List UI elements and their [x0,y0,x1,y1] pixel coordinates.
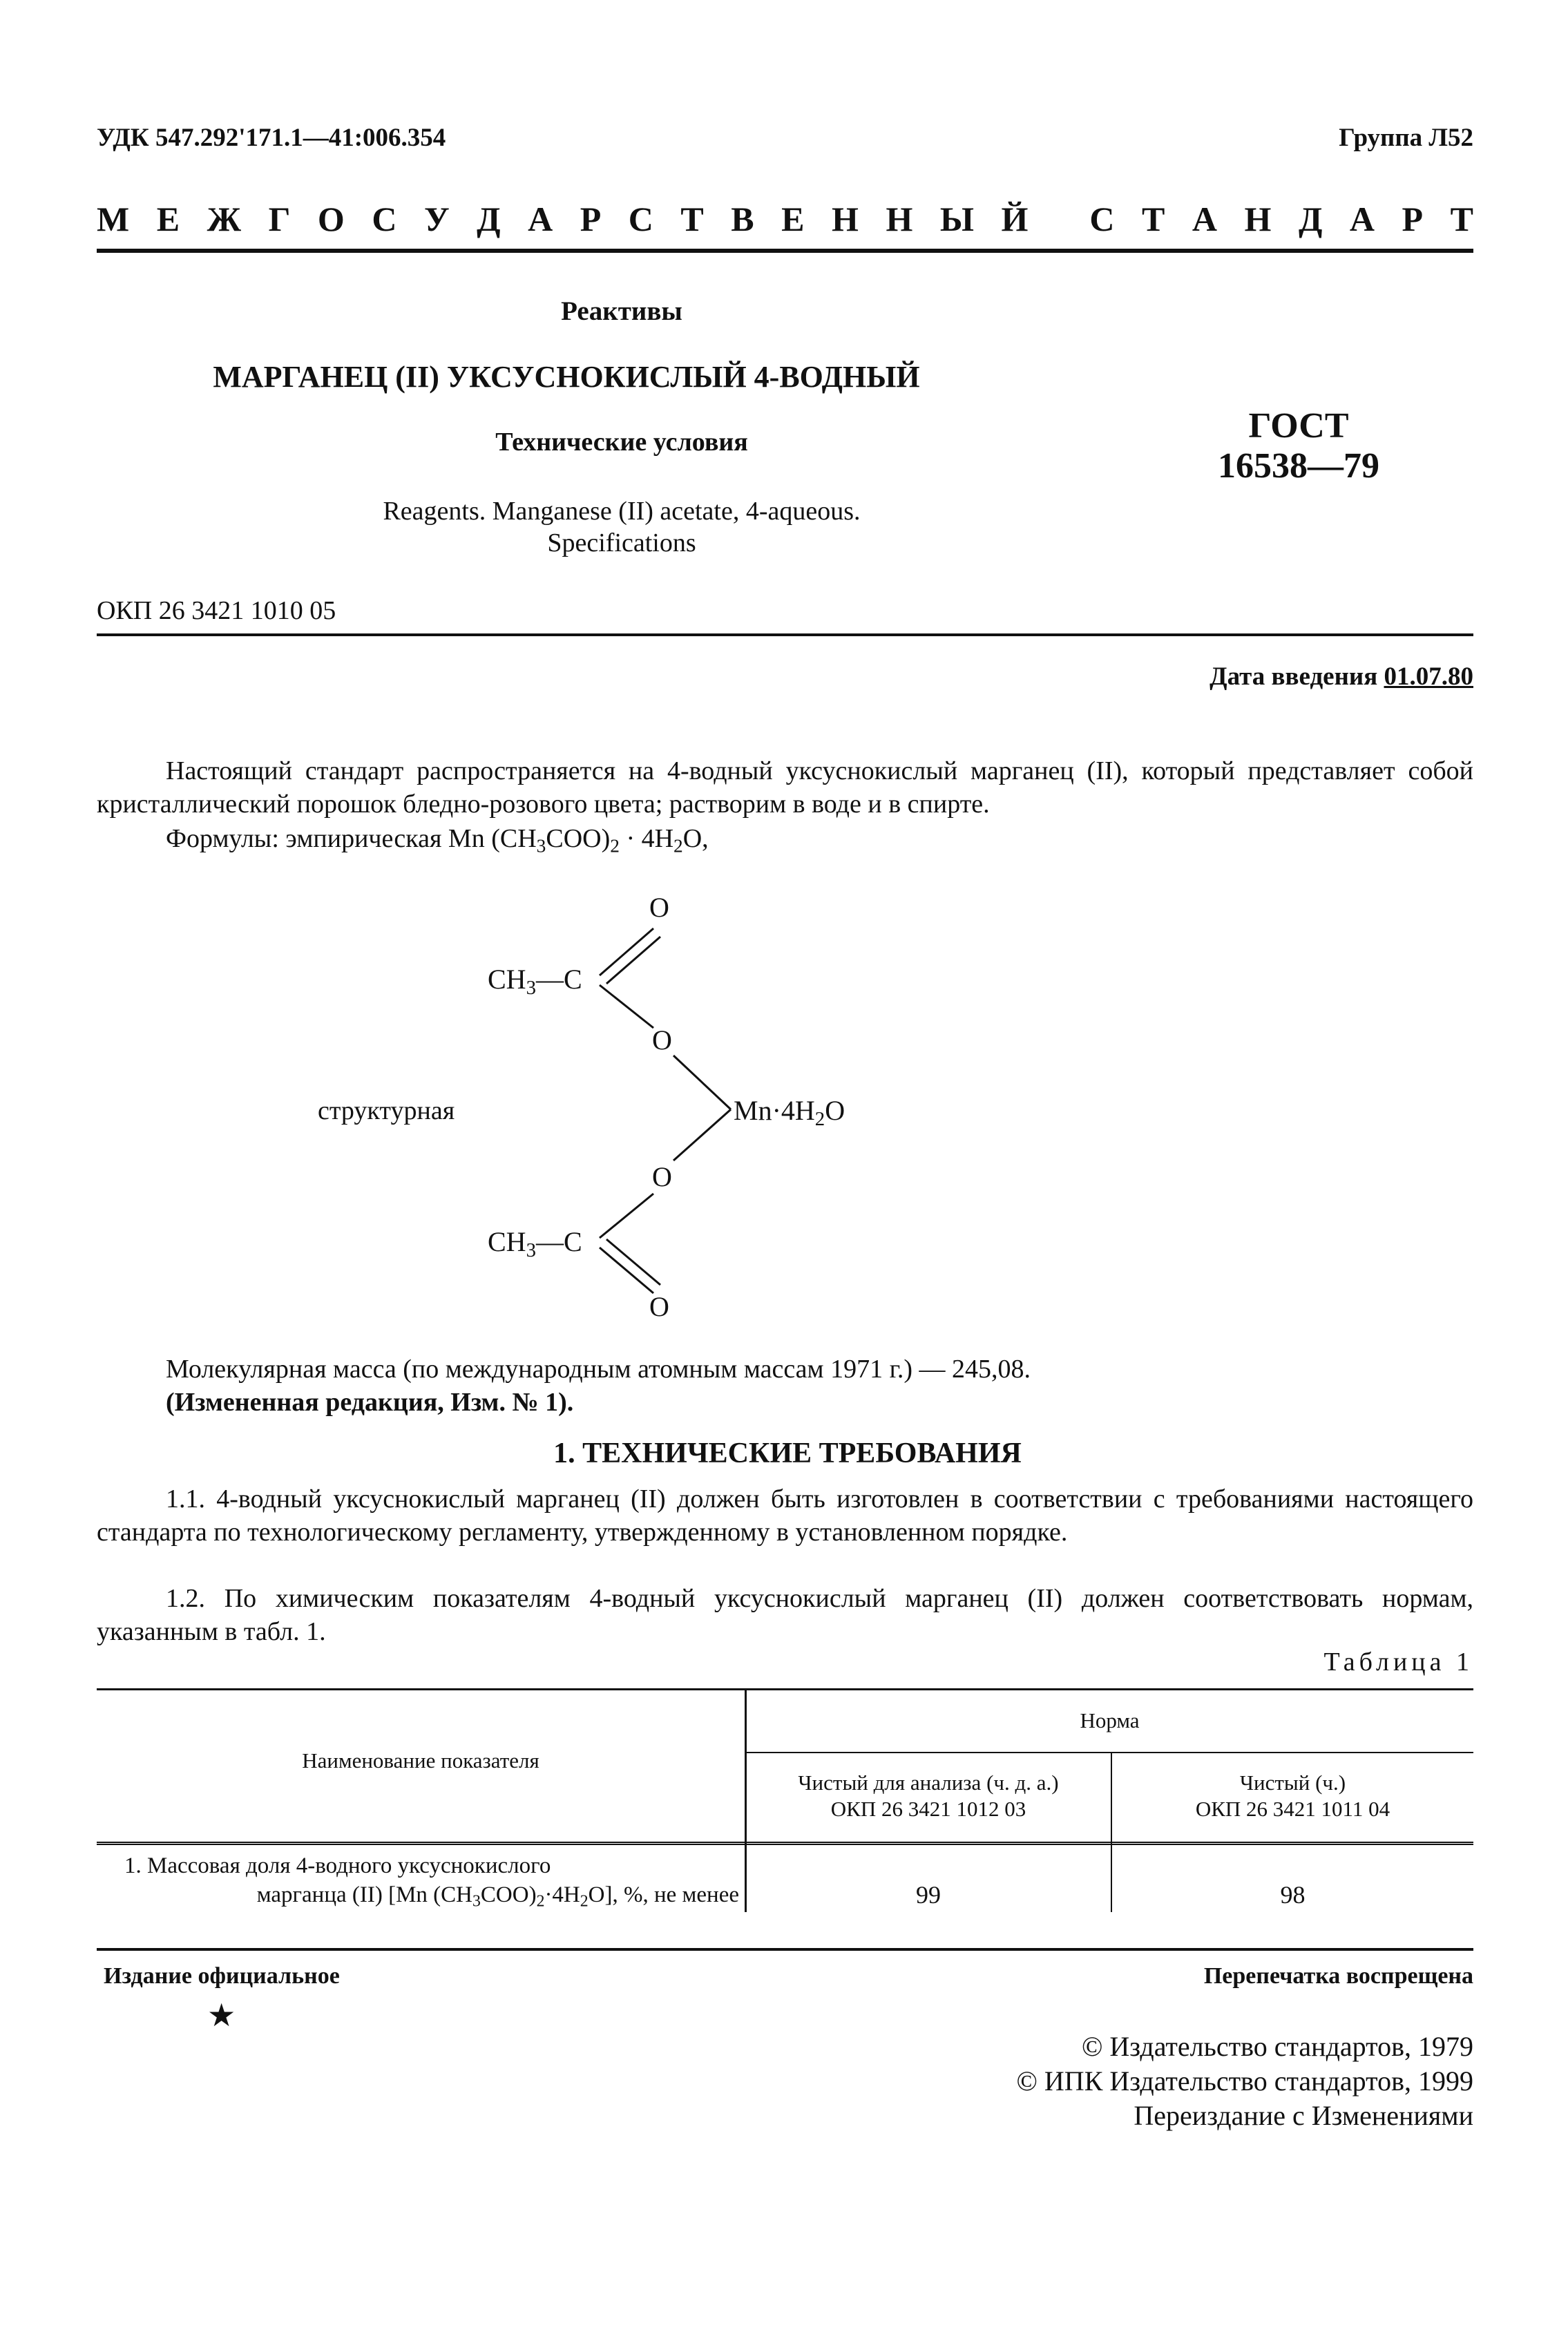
banner-letter: Р [580,200,602,238]
intro-paragraph: Настоящий стандарт распространяется на 4-водный уксуснокислый марганец (II), который представляет собой кристаллический порошок бледно-розового цвета; растворим в воде и в спирте. [97,756,1473,819]
table-header-bottom-rule [97,1842,1473,1845]
banner-letter: А [1349,200,1375,238]
section-heading: 1. ТЕХНИЧЕСКИЕ ТРЕБОВАНИЯ [553,1438,1022,1469]
oxygen-bottom: O [649,1291,669,1322]
banner-letter: С [372,200,397,238]
table-norm-rule [746,1752,1473,1753]
introduction-date-value: 01.07.80 [1384,662,1473,691]
okp-code: ОКП 26 3421 1010 05 [97,596,336,625]
banner-letter: Т [1142,200,1165,238]
official-edition: Издание официальное [104,1963,340,1989]
empirical-formula: Формулы: эмпирическая Mn $(CH_3COO)_2 \cdot 4H_2O$, [166,824,709,857]
banner-letter: Ж [207,200,242,238]
banner-letter: Ы [939,200,974,238]
clause-1-1: 1.1. 4-водный уксуснокислый марганец (II) должен быть изготовлен в соответствии с требованиями настоящего стандарта по технологическому регламенту, утвержденному в установленном порядке. [97,1484,1473,1547]
oxygen-mid-top: O [652,1024,672,1056]
document-subtitle: Технические условия [495,428,748,457]
table-caption: Таблица 1 [1323,1648,1473,1677]
ch3-c-bottom: $CH_3—C$ [488,1226,582,1262]
table-header-col2-line1: Чистый для анализа (ч. д. а.) [798,1770,1059,1795]
table-header-indicator: Наименование показателя [302,1748,539,1773]
ch3-c-top: $CH_3—C$ [488,964,582,1000]
banner-letter: О [317,200,345,238]
banner-letter: Е [781,200,805,238]
manganese-hydrate: $Mn\cdot 4H_2O$ [734,1095,845,1131]
gost-label: ГОСТ [1248,406,1349,446]
table-row-1-name-line1: 1. Массовая доля 4-водного уксуснокислого [124,1853,551,1878]
reprint-prohibited: Перепечатка воспрещена [1203,1963,1473,1989]
introduction-date-label: Дата введения [1210,662,1378,691]
table-header-col3-line1: Чистый (ч.) [1239,1770,1346,1795]
structural-label: структурная [318,1096,455,1125]
table-row-1-value-pure-analysis: 99 [916,1881,941,1909]
banner-letter: Н [886,200,913,238]
clause-1-2: 1.2. По химическим показателям 4-водный уксуснокислый марганец (II) должен соответствовать нормам, указанным в табл. 1. [97,1584,1473,1646]
banner-letter: Н [1244,200,1272,238]
oxygen-mid-bottom: O [652,1161,672,1192]
banner-letter: М [97,200,130,238]
amendment-note: (Измененная редакция, Изм. № 1). [166,1388,574,1417]
banner-letter: А [528,200,553,238]
reissue-note: Переиздание с Изменениями [1134,2100,1473,2131]
english-title-line2: Specifications [547,528,696,557]
banner-letter: Т [680,200,704,238]
banner-letter: Г [268,200,291,238]
oxygen-top: O [649,892,669,923]
footer-rule [97,1948,1473,1951]
english-title-line1: Reagents. Manganese (II) acetate, 4-aqueous. [383,497,861,526]
banner-letter: С [1089,200,1115,238]
document-category: Реактивы [561,296,682,326]
table-header-col3-line2: ОКП 26 3421 1011 04 [1195,1797,1390,1821]
banner-letter: Р [1402,200,1424,238]
udk-code: УДК 547.292'171.1—41:006.354 [97,124,446,152]
banner-letter: А [1192,200,1218,238]
banner-letter: Н [832,200,859,238]
group-code: Группа Л52 [1339,124,1473,152]
table-row-1-value-pure: 98 [1280,1881,1306,1909]
table-header-norm: Норма [1080,1708,1140,1732]
table-top-rule [97,1688,1473,1690]
banner-letter: Т [1450,200,1473,238]
banner-letter: Д [477,200,501,238]
document-title: МАРГАНЕЦ (II) УКСУСНОКИСЛЫЙ 4-ВОДНЫЙ [213,360,920,394]
copyright-1999: © ИПК Издательство стандартов, 1999 [1016,2065,1473,2097]
molecular-mass: Молекулярная масса (по международным атомным массам 1971 г.) — 245,08. [166,1355,1031,1384]
banner-letter: В [731,200,754,238]
gost-number: 16538—79 [1218,446,1379,486]
banner-letter: Д [1298,200,1323,238]
banner-letter: Й [1001,200,1029,238]
banner-letter: С [628,200,653,238]
table-header-col2-line2: ОКП 26 3421 1012 03 [830,1797,1026,1821]
star-icon: ★ [207,1998,236,2033]
copyright-1979: © Издательство стандартов, 1979 [1081,2031,1473,2062]
banner-letter: Е [156,200,180,238]
table-row-1-name-line2: марганца (II) [Mn $(CH_3COO)_2\cdot 4H_2O$], %, не менее [256,1882,739,1911]
banner-letter: У [423,200,450,238]
